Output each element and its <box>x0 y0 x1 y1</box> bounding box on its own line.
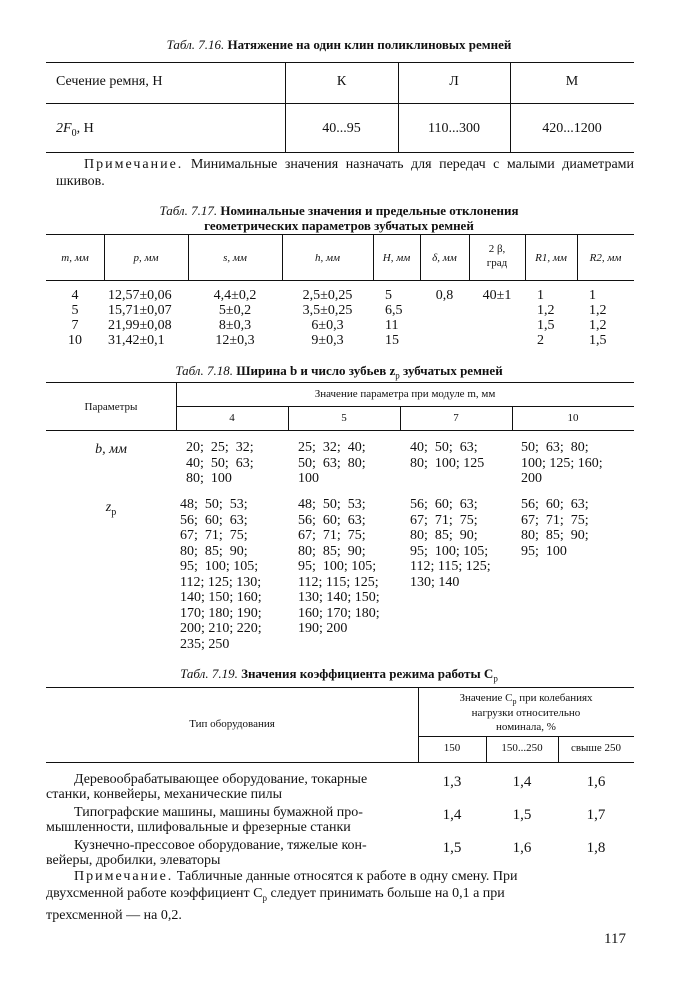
table-717-cell: 1,5 <box>537 318 555 333</box>
table-716-section: К <box>336 74 347 89</box>
table-717-header: δ, мм <box>432 252 457 264</box>
table-718-top-rule <box>46 382 634 383</box>
table-719-value-header: нагрузки относительно <box>471 707 581 719</box>
table-719-value: 1,6 <box>586 774 606 790</box>
table-719-value: 1,7 <box>586 807 606 823</box>
table-717-cell: 2,5±0,25 <box>302 288 353 303</box>
table-717-header: h, мм <box>314 252 341 264</box>
table-719-row-text: Деревообрабатывающее оборудование, токарные <box>74 772 368 787</box>
table-718-b-values: 20; 25; 32; 40; 50; 63; 80; 100 <box>186 440 254 486</box>
table-717-cell: 1,5 <box>589 333 607 348</box>
table-718-z-values: 56; 60; 63; 67; 71; 75; 80; 85; 90; 95; 100; 105; 112; 115; 125; 130; 140 <box>410 497 491 590</box>
table-717-cell: 21,99±0,08 <box>108 318 172 333</box>
table-718-z-label: $z_р$ <box>105 500 117 518</box>
table-717-header: R2, мм <box>589 252 622 264</box>
table-719-value: 1,3 <box>442 774 462 790</box>
table-717-cell: 5 <box>71 303 79 318</box>
table-717-header: m, мм <box>61 252 89 264</box>
table-719-top-rule <box>46 687 634 688</box>
table-717-header: s, мм <box>223 252 247 264</box>
table-718-module: 10 <box>567 412 579 424</box>
table-717-cell: 5±0,2 <box>218 303 252 318</box>
table-717-cell: 1 <box>589 288 596 303</box>
table-718-b-values: 25; 32; 40; 50; 63; 80; 100 <box>298 440 366 486</box>
table-719-column: 150...250 <box>501 742 543 754</box>
table-719-value: 1,4 <box>512 774 532 790</box>
table-718-b-values: 50; 63; 80; 100; 125; 160; 200 <box>521 440 603 486</box>
table-717-cell: 12,57±0,06 <box>108 288 172 303</box>
table-718-z-values: 48; 50; 53; 56; 60; 63; 67; 71; 75; 80; 85; 90; 95; 100; 105; 112; 115; 125; 130; 140; 150; 160; 170; 180; 190; 200 <box>298 497 380 636</box>
table-717-cell: 2 <box>537 333 544 348</box>
table-717-cell: 15,71±0,07 <box>108 303 172 318</box>
table-718-b-label: b, мм <box>95 442 127 457</box>
table-719-row-text: вейеры, дробилки, элеваторы <box>46 853 221 868</box>
table-719-value: 1,5 <box>442 840 462 856</box>
table-717-header: p, мм <box>133 252 159 264</box>
table-718-module: 4 <box>229 412 235 424</box>
table-717-cell: 1,2 <box>589 318 607 333</box>
table-717-cell: 5 <box>385 288 392 303</box>
table-719-value: 1,4 <box>442 807 462 823</box>
table-718-group-header: Значение параметра при модуле m, мм <box>314 388 496 400</box>
table-717-cell: 10 <box>68 333 82 348</box>
table-718-caption: Табл. 7.18. Ширина b и число зубьев $z_р$ зубчатых ремней <box>175 363 503 381</box>
table-717-cell: 9±0,3 <box>311 333 344 348</box>
table-719-value: 1,8 <box>586 840 606 856</box>
table-717-header: R1, мм <box>535 252 567 264</box>
table-717-cell: 4,4±0,2 <box>213 288 257 303</box>
table-717-cell: 7 <box>71 318 79 333</box>
table-717-cell: 12±0,3 <box>215 333 255 348</box>
table-718-module: 7 <box>453 412 459 424</box>
table-717-beta: 40±1 <box>482 288 512 303</box>
table-717-delta: 0,8 <box>435 288 454 303</box>
table-719-mid-rule <box>46 762 634 763</box>
table-717-cell: 4 <box>71 288 79 303</box>
table-717-caption-line2: геометрических параметров зубчатых ремней <box>204 218 474 233</box>
table-719-row-text: Типографские машины, машины бумажной про- <box>74 805 363 820</box>
table-719-value-header: Значение $C_р$ при колебаниях <box>459 692 593 707</box>
table-716-note: Примечание. Минимальные значения назначать для передач с малыми диаметрами шкивов. <box>56 157 635 189</box>
table-716-top-rule <box>46 62 634 63</box>
table-717-cell: 6±0,3 <box>311 318 344 333</box>
table-718-group-rule <box>176 406 634 407</box>
table-719-value: 1,5 <box>512 807 532 823</box>
table-717-mid-rule <box>46 280 634 281</box>
table-716-value: 420...1200 <box>542 121 602 136</box>
table-717-top-rule <box>46 234 634 235</box>
table-716-section: М <box>565 74 579 89</box>
table-717-cell: 3,5±0,25 <box>302 303 353 318</box>
table-717-cell: 1 <box>537 288 544 303</box>
table-717-cell: 1,2 <box>537 303 555 318</box>
table-716-value: 110...300 <box>428 121 480 136</box>
table-719-row-text: мышленности, шлифовальные и фрезерные станки <box>46 820 351 835</box>
table-716-bottom-rule <box>46 152 634 153</box>
table-717-header: град <box>486 257 508 269</box>
table-717-cell: 8±0,3 <box>218 318 252 333</box>
table-718-param-header: Параметры <box>84 401 138 413</box>
table-718-b-values: 40; 50; 63; 80; 100; 125 <box>410 440 485 471</box>
table-716-mid-rule <box>46 103 634 104</box>
table-717-caption: Табл. 7.17. Номинальные значения и предельные отклонения <box>159 203 519 218</box>
table-719-value-header: номинала, % <box>496 721 556 733</box>
table-717-cell: 11 <box>385 318 399 333</box>
table-717-header: 2 β, <box>488 243 506 255</box>
table-719-type-header: Тип оборудования <box>189 718 275 730</box>
table-717-cell: 31,42±0,1 <box>108 333 165 348</box>
table-718-z-values: 56; 60; 63; 67; 71; 75; 80; 85; 90; 95; 100 <box>521 497 589 559</box>
table-716-row-label: $2F_0$, Н <box>56 121 94 139</box>
table-719-column: свыше 250 <box>570 742 622 754</box>
table-719-note: Примечание. Табличные данные относятся к работе в одну смену. При двухсменной работе коэффициент $C_р$ следует принимать больше на 0,1 а при трехсменной — на 0,2. <box>46 869 518 923</box>
table-716-value: 40...95 <box>322 121 361 136</box>
table-716-caption: Табл. 7.16. Натяжение на один клин поликлиновых ремней <box>166 37 512 52</box>
table-719-row-text: станки, конвейеры, механические пилы <box>46 787 283 802</box>
table-718-z-values: 48; 50; 53; 56; 60; 63; 67; 71; 75; 80; 85; 90; 95; 100; 105; 112; 125; 130; 140; 150; 160; 170; 180; 190; 200; 210; 220; 235; 250 <box>180 497 262 652</box>
table-718-mid-rule <box>46 430 634 431</box>
table-719-caption: Табл. 7.19. Значения коэффициента режима работы $C_р$ <box>180 666 498 684</box>
table-719-row-text: Кузнечно-прессовое оборудование, тяжелые кон- <box>74 838 367 853</box>
table-717-cell: 6,5 <box>385 303 403 318</box>
table-717-header: H, мм <box>382 252 411 264</box>
table-716-section: Л <box>449 74 459 89</box>
table-719-value: 1,6 <box>512 840 532 856</box>
page-number: 117 <box>604 931 626 947</box>
table-716-row-label: Сечение ремня, Н <box>56 74 163 89</box>
table-719-column: 150 <box>443 742 461 754</box>
table-717-cell: 1,2 <box>589 303 607 318</box>
table-718-module: 5 <box>341 412 347 424</box>
table-717-cell: 15 <box>385 333 399 348</box>
table-719-group-rule <box>418 736 634 737</box>
